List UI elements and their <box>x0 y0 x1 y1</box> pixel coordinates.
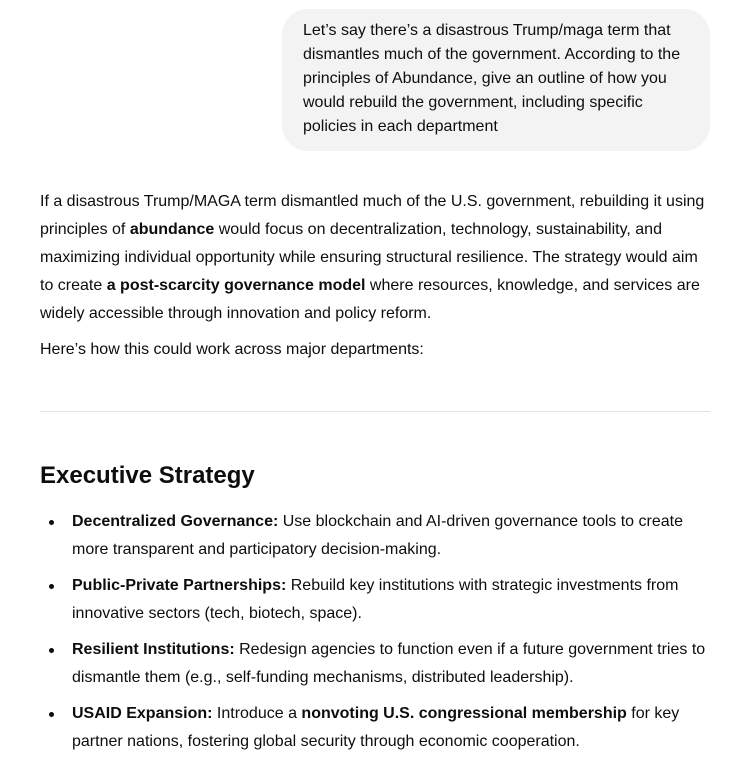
assistant-message <box>40 188 710 372</box>
list-item-text-before: Introduce a <box>212 705 302 722</box>
intro-text-3: where resources, knowledge, and services are widely accessible through innovation and policy reform. <box>40 277 700 322</box>
list-item <box>40 572 710 628</box>
list-item-label: USAID Expansion: <box>72 705 213 722</box>
bullet-icon <box>49 584 54 589</box>
intro-bold-abundance: abundance <box>129 221 215 238</box>
executive-strategy-list <box>40 508 710 764</box>
bullet-icon <box>49 520 54 525</box>
section-divider <box>40 411 710 412</box>
bullet-icon <box>49 648 54 653</box>
user-message-bubble <box>282 9 710 151</box>
section-heading-executive-strategy: Executive Strategy <box>40 462 255 489</box>
list-item-text: Use blockchain and AI-driven governance tools to create more transparent and participatory decision-making. <box>72 513 683 558</box>
list-item-bold-phrase: nonvoting U.S. congressional membership <box>301 705 627 722</box>
list-item-label: Resilient Institutions: <box>72 641 235 658</box>
list-item-label: Decentralized Governance: <box>72 513 279 530</box>
list-item-text: Rebuild key institutions with strategic investments from innovative sectors (tech, biotech, space). <box>72 577 679 622</box>
list-item <box>40 636 710 692</box>
assistant-intro-paragraph <box>40 188 710 328</box>
list-item-text: Redesign agencies to function even if a future government tries to dismantle them (e.g., self-funding mechanisms, distributed leadership). <box>72 641 706 686</box>
user-message-row <box>0 9 710 151</box>
intro-bold-post-scarcity: a post-scarcity governance model <box>106 277 366 294</box>
intro-text-1: If a disastrous Trump/MAGA term dismantled much of the U.S. government, rebuilding it using principles of <box>40 193 705 238</box>
list-item <box>40 508 710 564</box>
assistant-lead-in: Here’s how this could work across major departments: <box>40 341 424 358</box>
list-item-text-after: for key partner nations, fostering global security through economic cooperation. <box>72 705 680 750</box>
bullet-icon <box>49 712 54 717</box>
list-item <box>40 700 710 756</box>
user-message-text: Let’s say there’s a disastrous Trump/maga term that dismantles much of the government. According to the principles of Abundance, give an outline of how you would rebuild the government, including specific policies in each department <box>303 22 681 135</box>
intro-text-2: would focus on decentralization, technology, sustainability, and maximizing individual opportunity while ensuring structural resilience. The strategy would aim to create <box>40 221 698 294</box>
list-item-label: Public-Private Partnerships: <box>72 577 287 594</box>
